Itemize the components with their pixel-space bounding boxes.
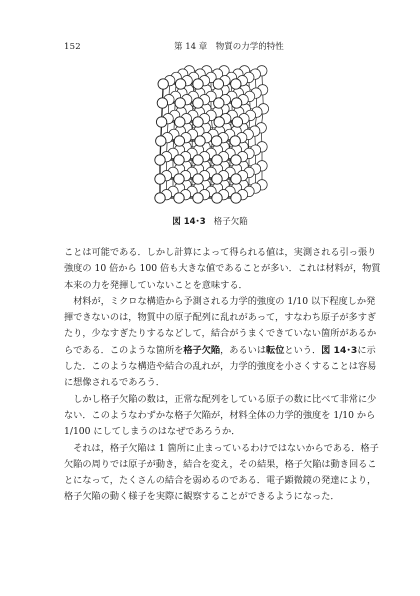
text-segment: に示	[357, 344, 376, 356]
lattice-atom	[175, 117, 185, 127]
lattice-defect-figure	[148, 58, 298, 214]
lattice-atom	[231, 98, 241, 108]
text-line: 強度の 10 倍から 100 倍も大きな値であることが多い．これは材料が，物質	[64, 263, 381, 275]
text-line: とになって，たくさんの結合を弱めるのである．電子顕微鏡の発達により，	[64, 475, 377, 487]
paragraph-4	[64, 441, 379, 506]
lattice-atom	[193, 79, 203, 89]
text-line: 格子欠陥の動く様子を実際に観察することができるようになった．	[64, 491, 340, 503]
lattice-atom	[212, 193, 222, 203]
text-segment: ，あるいは	[220, 344, 267, 356]
term-lattice-defect: 格子欠陥	[183, 344, 221, 356]
text-line-with-terms	[64, 343, 376, 359]
text-line: たり，少なすぎたりするなどして，結合がうまくできていない箇所があるか	[64, 328, 377, 340]
lattice-atom	[230, 136, 240, 146]
text-line: 本来の力を発揮していないことを意味する．	[64, 279, 248, 291]
paragraph-2	[64, 294, 377, 392]
text-line: ことは可能である．しかし計算によって得られる値は，実測される引っ張り	[64, 247, 377, 258]
page-number: 152	[64, 42, 81, 52]
lattice-atom	[231, 174, 241, 184]
text-line: それは，格子欠陥は 1 箇所に止まっているわけではないからである．格子	[73, 442, 379, 454]
lattice-atom	[193, 98, 203, 108]
text-line: した．このような構造や結合の乱れが，力学的強度を小さくすることは容易	[64, 361, 377, 373]
figure-label: 格子欠陥	[213, 217, 248, 227]
lattice-atom	[193, 174, 203, 184]
lattice-atom	[158, 79, 168, 89]
lattice-atom	[175, 79, 185, 89]
lattice-atom	[211, 136, 221, 146]
lattice-atom	[195, 136, 205, 146]
lattice-atom	[155, 155, 165, 165]
text-line: に想像されるであろう．	[64, 377, 165, 389]
lattice-atom	[155, 193, 165, 203]
lattice-atom	[231, 193, 241, 203]
body-text	[64, 245, 381, 506]
chapter-title: 第 14 章 物質の力学的特性	[174, 42, 284, 52]
lattice-atom	[213, 79, 223, 89]
text-line: しかし格子欠陥の数は，正常な配列をしている原子の数に比べて非常に少	[73, 393, 377, 405]
lattice-atom	[175, 98, 185, 108]
lattice-atom	[231, 155, 241, 165]
lattice-atom	[193, 193, 203, 203]
paragraph-1	[64, 245, 381, 294]
lattice-atom	[193, 155, 203, 165]
lattice-atom	[214, 98, 224, 108]
lattice-atom	[212, 155, 222, 165]
text-line: ない．このようなわずかな格子欠陥が，材料全体の力学的強度を 1/10 から	[64, 409, 376, 421]
text-line: 揮できないのは，物質中の原子配列に乱れがあって，すなわち原子が多すぎ	[64, 312, 377, 324]
text-segment: という．	[284, 344, 322, 356]
lattice-atom	[155, 174, 165, 184]
lattice-atom	[174, 136, 184, 146]
lattice-atom	[156, 136, 166, 146]
text-segment: らである．このような箇所を	[64, 344, 184, 356]
lattice-atom	[214, 117, 224, 127]
lattice-atom	[174, 155, 184, 165]
text-line: 1/100 にしてしまうのはなぜであろうか．	[64, 426, 241, 438]
text-line: 材料が，ミクロな構造から予測される力学的強度の 1/10 以下程度しか発	[73, 295, 376, 307]
lattice-atom	[156, 117, 166, 127]
lattice-atom	[174, 193, 184, 203]
lattice-atom	[157, 98, 167, 108]
running-header	[64, 40, 364, 54]
figure-caption	[0, 215, 420, 229]
lattice-atom	[174, 174, 184, 184]
text-line: 欠陥の周りでは原子が動き，結合を変え，その結果，格子欠陥は動き回るこ	[64, 458, 377, 470]
lattice-atom	[212, 174, 222, 184]
figure-number: 図 14･3	[172, 217, 206, 227]
lattice-atom	[231, 79, 241, 89]
lattice-atom	[232, 117, 242, 127]
lattice-illustration	[148, 58, 298, 214]
figure-reference: 図 14･3	[321, 344, 358, 356]
term-dislocation: 転位	[266, 344, 285, 356]
lattice-atom	[193, 117, 203, 127]
paragraph-3	[64, 392, 377, 441]
